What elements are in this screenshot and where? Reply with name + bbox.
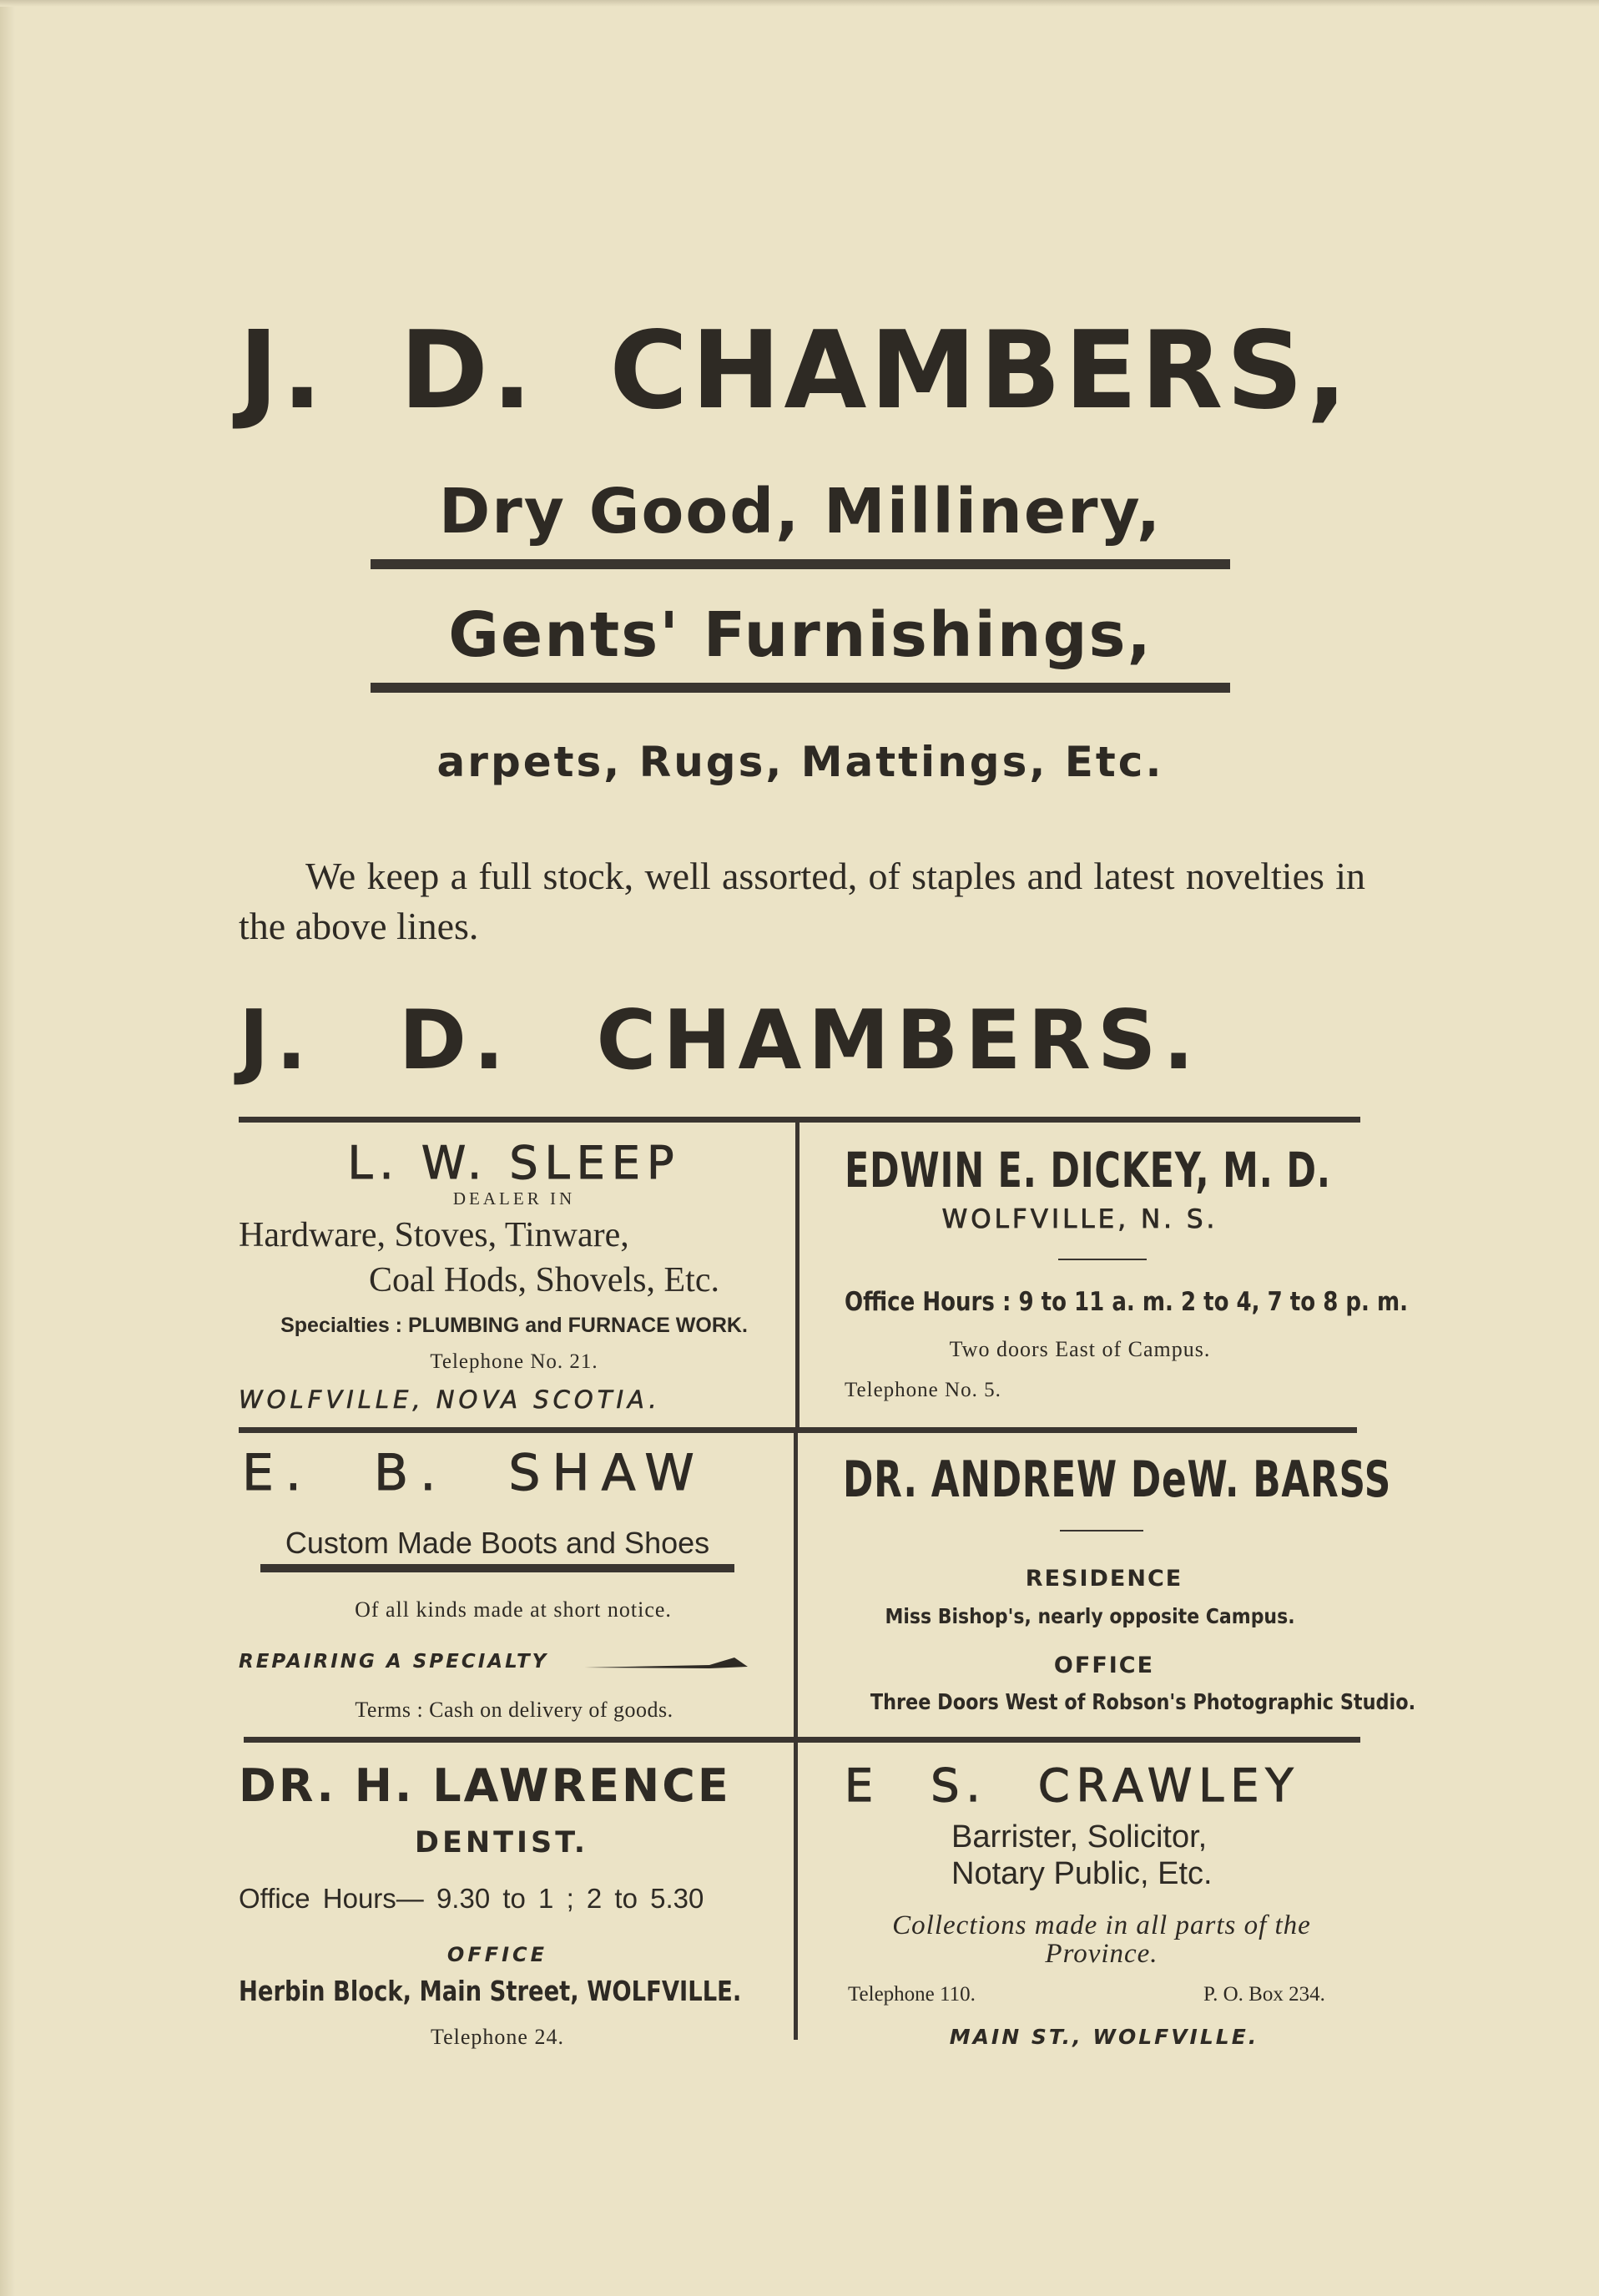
sleep-specialties-label: Specialties : bbox=[280, 1314, 403, 1337]
dickey-telephone: Telephone No. 5. bbox=[845, 1379, 1001, 1401]
dickey-location: WOLFVILLE, N. S. bbox=[941, 1204, 1218, 1234]
crawley-collections: Collections made in all parts of the Province. bbox=[892, 1910, 1311, 1969]
lawrence-profession: DENTIST. bbox=[414, 1826, 589, 1860]
sleep-line-1: Hardware, Stoves, Tinware, bbox=[239, 1216, 629, 1254]
barss-office-label: OFFICE bbox=[1053, 1653, 1155, 1678]
crawley-line-1: Barrister, Solicitor, bbox=[951, 1819, 1208, 1854]
sleep-location: WOLFVILLE, NOVA SCOTIA. bbox=[239, 1385, 661, 1414]
rule-under-gents bbox=[371, 683, 1230, 693]
lawrence-hours: Office Hours— 9.30 to 1 ; 2 to 5.30 bbox=[239, 1883, 704, 1914]
dickey-name: EDWIN E. DICKEY, M. D. bbox=[845, 1142, 1331, 1198]
chambers-title: J. D. CHAMBERS, bbox=[239, 309, 1351, 433]
grid-rule-vertical-1 bbox=[795, 1123, 800, 1427]
sleep-specialties-value: PLUMBING and FURNACE WORK. bbox=[407, 1314, 748, 1337]
grid-rule-vertical-3 bbox=[794, 1743, 798, 2040]
grid-rule-middle-1 bbox=[239, 1427, 1357, 1433]
lawrence-telephone: Telephone 24. bbox=[431, 2025, 564, 2049]
shaw-name: E. B. SHAW bbox=[242, 1444, 706, 1502]
grid-rule-vertical-2 bbox=[794, 1433, 798, 1737]
sleep-specialties bbox=[239, 1314, 789, 1338]
sleep-telephone: Telephone No. 21. bbox=[430, 1350, 598, 1373]
barss-name: DR. ANDREW DeW. BARSS bbox=[843, 1451, 1392, 1509]
dickey-divider bbox=[1058, 1259, 1147, 1260]
crawley-pobox: P. O. Box 234. bbox=[1203, 1983, 1325, 2006]
page-top-shadow bbox=[0, 0, 1599, 7]
dickey-hours bbox=[845, 1287, 1408, 1317]
crawley-location: MAIN ST., WOLFVILLE. bbox=[949, 2025, 1259, 2049]
barss-divider bbox=[1060, 1530, 1143, 1532]
barss-residence: Miss Bishop's, nearly opposite Campus. bbox=[885, 1604, 1295, 1628]
rule-under-dry-goods bbox=[371, 559, 1230, 569]
shaw-line-1: Of all kinds made at short notice. bbox=[355, 1597, 672, 1622]
grid-rule-top bbox=[239, 1117, 1360, 1123]
lawrence-name: DR. H. LAWRENCE bbox=[239, 1759, 731, 1812]
chambers-line-dry-goods: Dry Good, Millinery, bbox=[438, 476, 1163, 548]
shaw-terms: Terms : Cash on delivery of goods. bbox=[355, 1698, 673, 1722]
sleep-name: L. W. SLEEP bbox=[347, 1137, 681, 1189]
shaw-specialty-row bbox=[239, 1651, 789, 1679]
grid-rule-middle-2 bbox=[244, 1737, 1360, 1743]
crawley-line-2: Notary Public, Etc. bbox=[951, 1856, 1213, 1891]
barss-residence-label: RESIDENCE bbox=[1025, 1566, 1183, 1592]
dickey-hours-value: 9 to 11 a. m. 2 to 4, 7 to 8 p. m. bbox=[1018, 1287, 1409, 1317]
dickey-directions: Two doors East of Campus. bbox=[949, 1337, 1211, 1361]
pointing-hand-icon bbox=[584, 1656, 749, 1669]
dickey-hours-label: Office Hours : bbox=[845, 1287, 1011, 1317]
shaw-tagline-rule bbox=[260, 1564, 734, 1572]
crawley-name: E S. CRAWLEY bbox=[845, 1759, 1300, 1812]
crawley-telephone: Telephone 110. bbox=[848, 1983, 976, 2006]
shaw-tagline: Custom Made Boots and Shoes bbox=[285, 1526, 710, 1560]
chambers-line-gents: Gents' Furnishings, bbox=[448, 599, 1153, 671]
lawrence-office: Herbin Block, Main Street, WOLFVILLE. bbox=[239, 1975, 742, 2007]
lawrence-office-label: OFFICE bbox=[446, 1943, 548, 1966]
shaw-specialty: REPAIRING A SPECIALTY bbox=[239, 1651, 549, 1673]
chambers-line-carpets: arpets, Rugs, Mattings, Etc. bbox=[436, 738, 1164, 786]
chambers-signature: J. D. CHAMBERS. bbox=[239, 993, 1201, 1088]
sleep-line-2: Coal Hods, Shovels, Etc. bbox=[369, 1261, 719, 1299]
chambers-paragraph: We keep a full stock, well assorted, of staples and latest novelties in the above lines. bbox=[239, 855, 1365, 947]
sleep-dealer-in: DEALER IN bbox=[452, 1188, 576, 1209]
barss-office: Three Doors West of Robson's Photographic Studio. bbox=[870, 1690, 1416, 1715]
page-edge bbox=[0, 0, 15, 2296]
